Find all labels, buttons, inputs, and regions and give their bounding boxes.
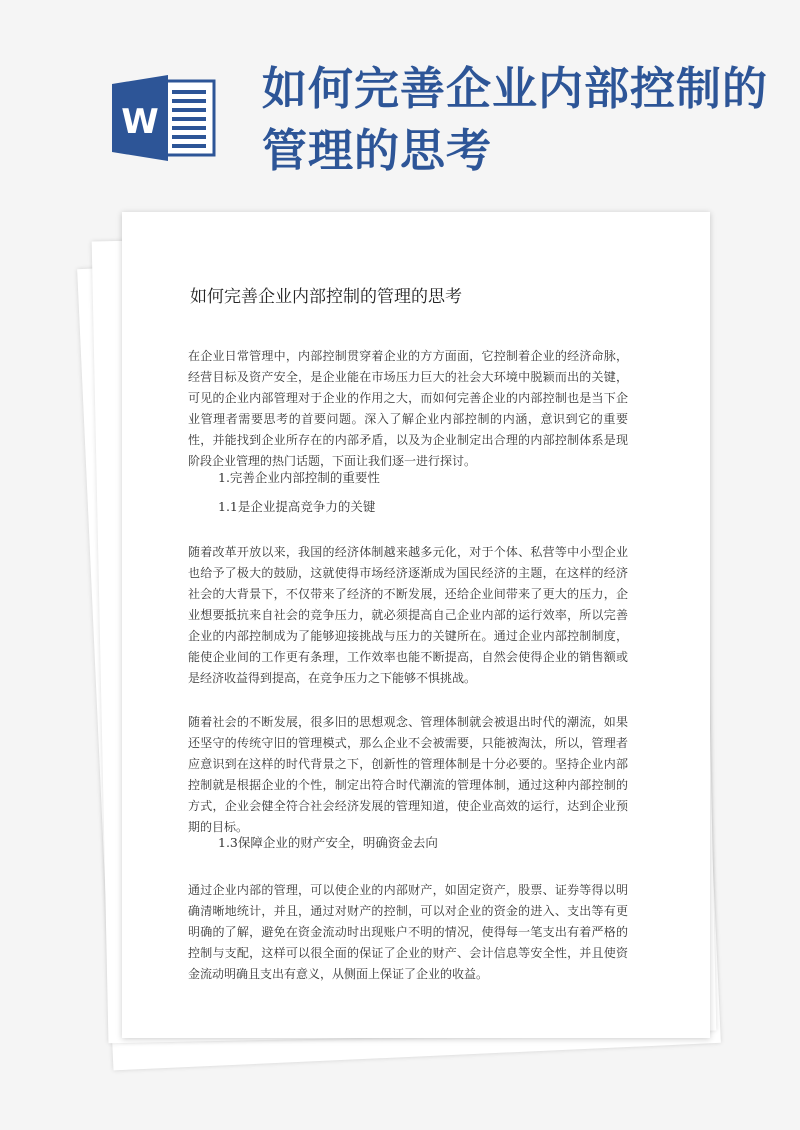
word-document-icon bbox=[112, 75, 218, 161]
paragraph-3: 通过企业内部的管理，可以使企业的内部财产，如固定资产，股票、证券等得以明确清晰地统计，并且，通过对财产的控制，可以对企业的资金的进入、支出等有更明确的了解，避免在资金流动时出现账户不明的情况，使得每一笔支出有着严格的控制与支配，这样可以很全面的保证了企业的财产、会计信息等安全性，并且使资金流动明确且支出有意义，从侧面上保证了企业的收益。 bbox=[188, 883, 628, 981]
section-heading-1-3: 1.3保障企业的财产安全，明确资金去向 bbox=[218, 835, 438, 850]
section-heading-1: 1.完善企业内部控制的重要性 bbox=[218, 470, 380, 485]
intro-paragraph: 在企业日常管理中，内部控制贯穿着企业的方方面面，它控制着企业的经济命脉，经营目标及资产安全，是企业能在市场压力巨大的社会大环境中脱颖而出的关键，可见的企业内部管理对于企业的作用之大，而如何完善企业的内部控制也是当下企业管理者需要思考的首要问题。深入了解企业内部控制的内涵，意识到它的重要性，并能找到企业所存在的内部矛盾，以及为企业制定出合理的内部控制体系是现阶段企业管理的热门话题，下面让我们逐一进行探讨。 bbox=[188, 349, 628, 468]
banner-title: 如何完善企业内部控制的管理的思考 bbox=[262, 62, 769, 177]
word-icon-letter: W bbox=[121, 102, 159, 142]
document-title: 如何完善企业内部控制的管理的思考 bbox=[190, 287, 462, 307]
paragraph-1: 随着改革开放以来，我国的经济体制越来越多元化，对于个体、私营等中小型企业也给予了极大的鼓励，这就使得市场经济逐渐成为国民经济的主题，在这样的经济社会的大背景下，不仅带来了经济的不断发展，还给企业间带来了更大的压力，企业想要抵抗来自社会的竞争压力，就必须提高自己企业内部的运行效率，所以完善企业的内部控制成为了能够迎接挑战与压力的关键所在。通过企业内部控制制度，能使企业间的工作更有条理，工作效率也能不断提高，自然会使得企业的销售额或是经济收益得到提高，在竞争压力之下能够不惧挑战。 bbox=[188, 545, 628, 685]
paragraph-2: 随着社会的不断发展，很多旧的思想观念、管理体制就会被退出时代的潮流，如果还坚守的传统守旧的管理模式，那么企业不会被需要，只能被淘汰，所以，管理者应意识到在这样的时代背景之下，创新性的管理体制是十分必要的。坚持企业内部控制就是根据企业的个性，制定出符合时代潮流的管理体制，通过这种内部控制的方式，企业会健全符合社会经济发展的管理知道，使企业高效的运行，达到企业预期的目标。 bbox=[188, 715, 628, 834]
section-heading-1-1: 1.1是企业提高竞争力的关键 bbox=[218, 499, 376, 514]
